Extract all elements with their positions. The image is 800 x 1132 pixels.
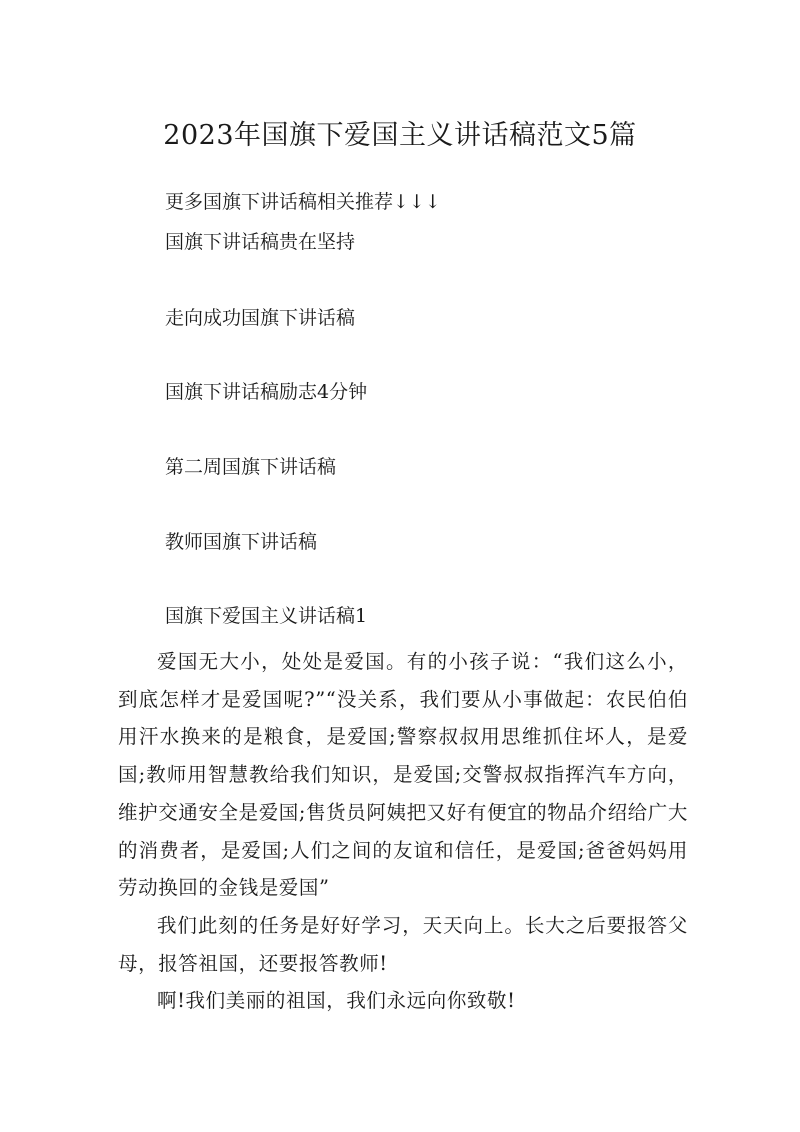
document-title: 2023年国旗下爱国主义讲话稿范文5篇	[163, 120, 637, 152]
body-text	[118, 643, 688, 1020]
paragraph: 啊!我们美丽的祖国，我们永远向你致敬!	[157, 989, 516, 1013]
paragraph: 我们此刻的任务是好好学习，天天向上。长大之后要报答父母，报答祖国，还要报答教师!	[118, 913, 688, 975]
recommend-link[interactable]: 国旗下讲话稿励志4分钟	[165, 381, 368, 403]
recommend-intro: 更多国旗下讲话稿相关推荐↓↓↓	[165, 191, 441, 213]
recommend-link[interactable]: 第二周国旗下讲话稿	[165, 456, 337, 478]
recommend-link[interactable]: 国旗下讲话稿贵在坚持	[165, 231, 356, 253]
paragraph: 爱国无大小，处处是爱国。有的小孩子说：“我们这么小，到底怎样才是爱国呢?”“没关系，我们要从小事做起：农民伯伯用汗水换来的是粮食，是爱国;警察叔叔用思维抓住坏人，是爱国;教师用智慧教给我们知识，是爱国;交警叔叔指挥汽车方向，维护交通安全是爱国;售货员阿姨把又好有便宜的物品介绍给广大的消费者，是爱国;人们之间的友谊和信任，是爱国;爸爸妈妈用劳动换回的金钱是爱国”	[118, 650, 688, 900]
recommend-link[interactable]: 走向成功国旗下讲话稿	[165, 307, 356, 329]
recommend-link[interactable]: 教师国旗下讲话稿	[165, 531, 318, 553]
section-heading: 国旗下爱国主义讲话稿1	[165, 605, 368, 627]
